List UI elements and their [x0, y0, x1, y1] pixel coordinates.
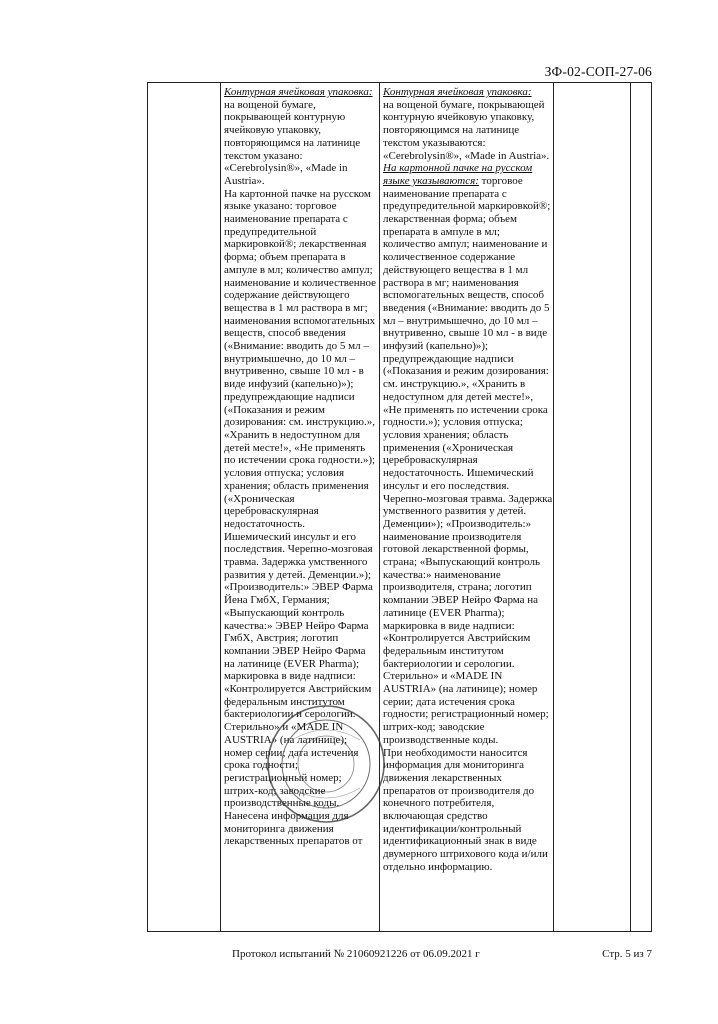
right-heading-2: На картонной пачке на русском языке указываются:: [383, 162, 533, 187]
left-heading: Контурная ячейковая упаковка:: [224, 86, 373, 98]
table-border: [651, 82, 652, 932]
table-border: [220, 82, 221, 932]
table-border: [630, 82, 631, 932]
left-body: на вощеной бумаге, покрывающей контурную ячейковую упаковку, повторяющимся на латинице текстом указано: «Cerebrolysin®», «Made in Austria». На картонной пачке на русском языке указано: торговое наименование препарата с предупредительной маркировкой®; лекарственная форма; объем препарата в ампуле в мл; количество ампул; наименование и количественное содержание действующего вещества в 1 мл раствора в мг; наименования вспомогательных веществ, способ введения («Внимание: вводить до 5 мл – внутримышечно, до 10 мл – внутривенно, свыше 10 мл - в виде инфузий (капельно)»); предупреждающие надписи («Показания и режим дозирования: см. инструкцию.», «Хранить в недоступном для детей месте!», «Не применять по истечении срока годности.»); условия отпуска; условия хранения; область применения («Хроническая цереброваскулярная недостаточность. Ишемический инсульт и его последствия. Черепно-мозговая травма. Задержка умственного развития у детей. Деменции.»); «Производитель:» ЭВЕР Фарма Йена ГмбХ, Германия; «Выпускающий контроль качества:» ЭВЕР Нейро Фарма ГмбХ, Австрия; логотип компании ЭВЕР Нейро Фарма на латинице (EVER Pharma); маркировка в виде надписи: «Контролируется Австрийским федеральным институтом бактериологии и серологии. Стерильно» и «MADE IN AUSTRIA» (на латинице); номер серии; дата истечения срока годности; регистрационный номер; штрих-код; заводские производственные коды. Нанесена информация для мониторинга движения лекарственных препаратов от: [224, 98, 377, 848]
right-body-2: торговое наименование препарата с предупредительной маркировкой®; лекарственная форма; объем препарата в ампуле в мл; количество ампул; наименование и количественное содержание действующего вещества в 1 мл раствора в мг; наименования вспомогательных веществ, способ введения («Внимание: вводить до 5 мл – внутримышечно, до 10 мл – внутривенно, свыше 10 мл - в виде инфузий (капельно)»); предупреждающие надписи («Показания и режим дозирования: см. инструкцию.», «Хранить в недоступном для детей месте!», «Не применять по истечении срока годности.»); условия отпуска; условия хранения; область применения («Хроническая цереброваскулярная недостаточность. Ишемический инсульт и его последствия. Черепно-мозговая травма. Задержка умственного развития у детей. Деменции»); «Производитель:» наименование производителя готовой лекарственной формы, страна; «Выпускающий контроль качества:» наименование производителя, страна; логотип компании ЭВЕР Нейро Фарма на латинице (EVER Pharma); маркировка в виде надписи: «Контролируется Австрийским федеральным институтом бактериологии и серологии. Стерильно» и «MADE IN AUSTRIA» (на латинице); номер серии; дата истечения срока годности; регистрационный номер; штрих-код; заводские производственные коды. При необходимости наносится информация для мониторинга движения лекарственных препаратов от производителя до конечного потребителя, включающая средство идентификации/контрольный идентификационный знак в виде двумерного штрихового кода и/или отдельно информацию.: [383, 174, 553, 873]
right-column-text: [383, 86, 553, 874]
table-border: [147, 931, 652, 932]
page-number: Стр. 5 из 7: [602, 948, 652, 960]
right-body-1: на вощеной бумаге, покрывающей контурную ячейковую упаковку, повторяющимся на латинице текстом указываются: «Cerebrolysin®», «Made in Austria».: [383, 98, 550, 162]
table-border: [147, 82, 652, 83]
document-code: ЗФ-02-СОП-27-06: [544, 64, 652, 79]
table-border: [553, 82, 554, 932]
right-heading-1: Контурная ячейковая упаковка:: [383, 86, 532, 98]
table-border: [147, 82, 148, 932]
seal-stamp: [262, 700, 390, 828]
protocol-footer: Протокол испытаний № 21060921226 от 06.09.2021 г: [232, 948, 480, 960]
